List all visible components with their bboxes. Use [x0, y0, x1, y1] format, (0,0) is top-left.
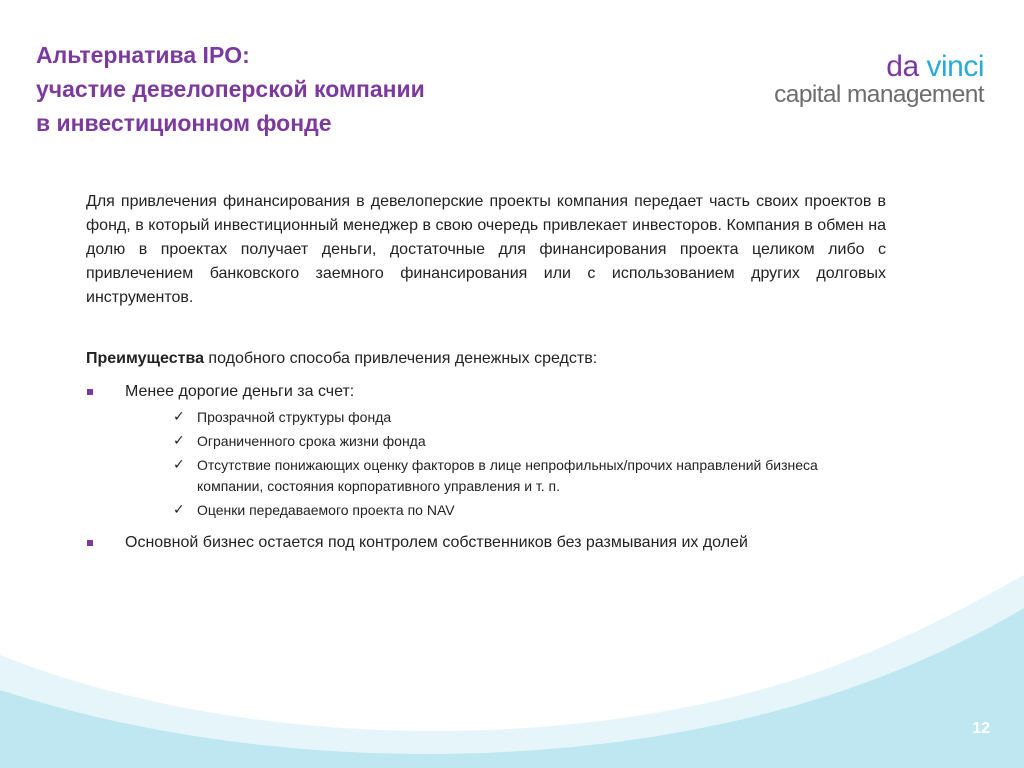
logo-word-vinci: vinci: [926, 50, 984, 83]
logo-tagline: capital management: [774, 81, 984, 108]
check-text: Ограниченного срока жизни фонда: [197, 433, 426, 449]
title-line-3: в инвестиционном фонде: [36, 110, 332, 136]
list-item: [86, 381, 886, 521]
square-bullet-icon: [87, 389, 93, 395]
square-bullet-icon: [87, 540, 93, 546]
check-item: [173, 431, 886, 452]
intro-paragraph: Для привлечения финансирования в девелоперские проекты компания передает часть своих проектов в фонд, в который инвестиционный менеджер в свою очередь привлекает инвесторов. Компания в обмен на долю в проектах получает деньги, достаточные для финансирования проекта целиком либо с привлечением банковского заемного финансирования или с использованием других долговых инструментов.: [86, 193, 886, 306]
logo-wordmark: [774, 52, 984, 82]
advantages-heading-rest: подобного способа привлечения денежных средств:: [203, 350, 598, 367]
checkmark-icon: ✓: [173, 409, 185, 425]
company-logo: [774, 52, 984, 108]
logo-word-da: da: [886, 50, 919, 83]
check-text: Прозрачной структуры фонда: [197, 409, 392, 425]
slide-title: [36, 38, 425, 140]
bullet-text: Основной бизнес остается под контролем собственников без размывания их долей: [125, 534, 748, 551]
bullet-text: Менее дорогие деньги за счет:: [125, 383, 355, 400]
title-line-1: Альтернатива IPO:: [36, 42, 250, 68]
advantages-heading: [86, 348, 886, 370]
list-item: [86, 532, 886, 554]
check-text: Отсутствие понижающих оценку факторов в лице непрофильных/прочих направлений бизнеса компании, состояния корпоративного управления и т. п.: [197, 457, 818, 494]
check-text: Оценки передаваемого проекта по NAV: [197, 502, 455, 518]
check-item: [173, 500, 886, 521]
advantages-heading-bold: Преимущества: [86, 350, 204, 367]
check-item: [173, 407, 886, 428]
checkmark-icon: ✓: [173, 502, 185, 518]
check-list: [125, 407, 886, 521]
check-item: [173, 455, 886, 497]
advantages-list: [86, 381, 886, 554]
page-number: 12: [972, 720, 990, 737]
title-line-2: участие девелоперской компании: [36, 76, 425, 102]
checkmark-icon: ✓: [173, 433, 185, 449]
slide-content: [86, 190, 886, 554]
checkmark-icon: ✓: [173, 457, 185, 473]
